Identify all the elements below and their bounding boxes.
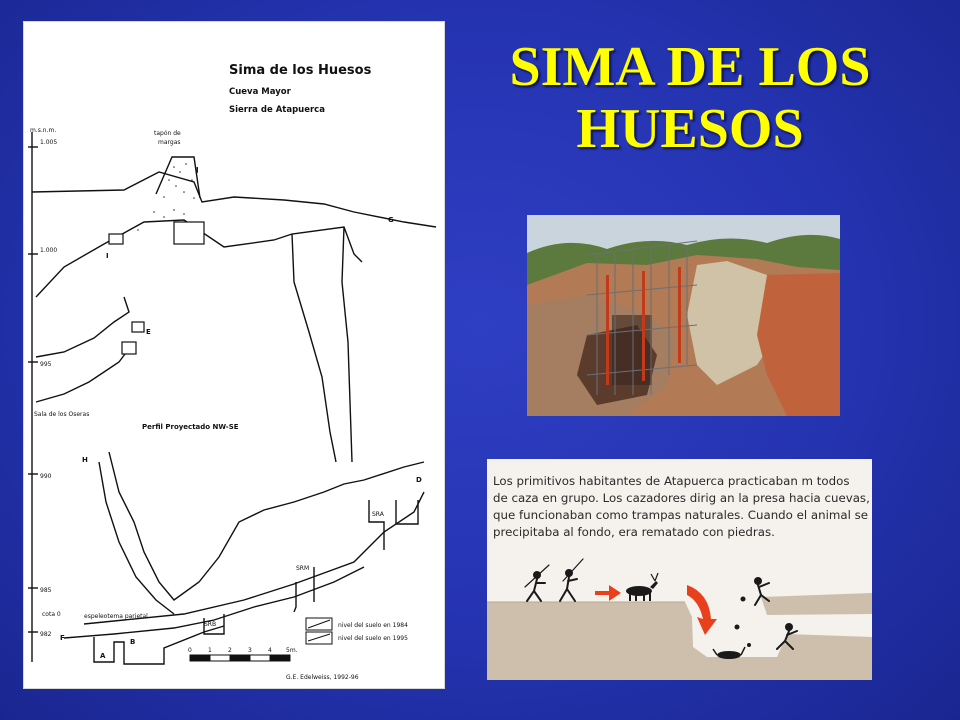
- info-line-4: precipitaba al fondo, era rematado con piedras.: [493, 525, 775, 539]
- stones: [735, 597, 752, 648]
- letter-h: H: [82, 456, 88, 464]
- scale-2: 2: [228, 647, 232, 654]
- scale-bar: [190, 655, 290, 661]
- elevation-unit: m.s.n.m.: [30, 127, 57, 134]
- hunting-infographic: [487, 459, 872, 680]
- hunting-illustration: [487, 459, 872, 680]
- legend-1995-label: nivel del suelo en 1995: [338, 635, 408, 642]
- letter-d: D: [416, 476, 422, 484]
- sra-label: SRA: [372, 511, 384, 518]
- elev-label-982: 982: [40, 631, 52, 638]
- elev-label-985: 985: [40, 587, 52, 594]
- cave-section-map: [24, 22, 444, 688]
- map-sub-1: Cueva Mayor: [229, 87, 291, 97]
- sala-label: Sala de los Oseras: [34, 411, 90, 418]
- elev-label-1005: 1.005: [40, 139, 58, 146]
- rock-block: [174, 222, 204, 244]
- letter-f: F: [60, 634, 65, 642]
- cota-label: cota 0: [42, 611, 61, 618]
- letter-b: B: [130, 638, 136, 646]
- scale-0: 0: [188, 647, 192, 654]
- espeleotema-label: espeleotema parietal: [84, 613, 148, 620]
- letter-i: I: [106, 252, 109, 260]
- elev-label-995: 995: [40, 361, 52, 368]
- srm-label: SRM: [296, 565, 310, 572]
- scale-5: 5m.: [286, 647, 298, 654]
- letter-a: A: [100, 652, 106, 660]
- scale-4: 4: [268, 647, 272, 654]
- red-arrow-icon: [595, 585, 621, 601]
- animal-figure: [626, 573, 658, 601]
- scale-1: 1: [208, 647, 212, 654]
- srb-label: SRB: [204, 621, 217, 628]
- letter-e: E: [146, 328, 151, 336]
- scale-3: 3: [248, 647, 252, 654]
- slide-title: [455, 36, 925, 160]
- excavation-photo: [527, 215, 840, 416]
- elev-label-1000: 1.000: [40, 247, 58, 254]
- title-line-2: HUESOS: [576, 98, 804, 160]
- info-line-1: Los primitivos habitantes de Atapuerca practicaban m todos: [493, 474, 850, 488]
- map-sub-2: Sierra de Atapuerca: [229, 105, 325, 115]
- info-line-3: que funcionaban como trampas naturales. Cuando el animal se: [493, 508, 869, 522]
- map-heading: Sima de los Huesos: [229, 63, 372, 78]
- tapon-label-2: margas: [158, 139, 181, 146]
- tapon-label-1: tapón de: [154, 130, 181, 137]
- title-line-1: SIMA DE LOS: [509, 36, 871, 98]
- letter-g: G: [388, 216, 394, 224]
- perfil-label: Perfil Proyectado NW-SE: [142, 423, 239, 431]
- info-line-2: de caza en grupo. Los cazadores dirig an la presa hacia cuevas,: [493, 491, 870, 505]
- excavation-photo-drawing: [527, 215, 840, 416]
- cave-section-drawing: [24, 22, 444, 688]
- elev-label-990: 990: [40, 473, 52, 480]
- letter-j: J: [196, 166, 199, 174]
- legend-1984-label: nivel del suelo en 1984: [338, 622, 408, 629]
- credit-label: G.E. Edelweiss, 1992-96: [286, 674, 359, 681]
